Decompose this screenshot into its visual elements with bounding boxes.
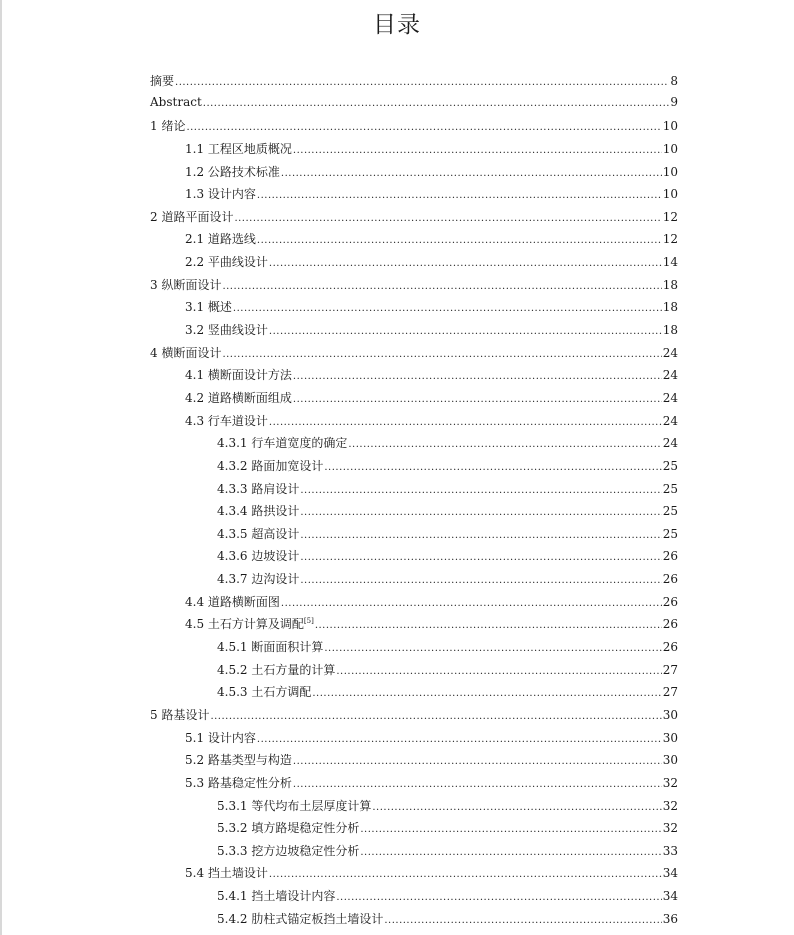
toc-entry[interactable] <box>150 502 678 525</box>
toc-entry-label <box>217 525 299 542</box>
dot-leader <box>222 349 661 360</box>
toc-entry-title: 5.4.2 肋柱式锚定板挡土墙设计 <box>217 911 384 926</box>
toc-entry[interactable] <box>150 72 678 95</box>
toc-entry[interactable] <box>150 525 678 548</box>
toc-entry-page-number: 30 <box>662 753 678 768</box>
dot-leader <box>293 756 662 767</box>
page-title: 目录 <box>373 12 421 38</box>
toc-entry-label <box>217 547 299 564</box>
toc-entry-page-number: 26 <box>662 549 678 564</box>
toc-entry-title: 4.2 道路横断面组成 <box>185 390 292 405</box>
toc-entry-label <box>185 163 280 180</box>
toc-entry-label <box>150 72 174 89</box>
dot-leader <box>281 168 662 179</box>
toc-entry[interactable] <box>150 615 678 638</box>
toc-entry-label <box>217 661 335 678</box>
toc-entry-label <box>150 344 221 361</box>
dot-leader <box>269 417 662 428</box>
dot-leader <box>293 394 662 405</box>
page-edge <box>0 0 2 935</box>
toc-entry[interactable] <box>150 208 678 231</box>
dot-leader <box>203 98 670 109</box>
toc-entry[interactable] <box>150 570 678 593</box>
toc-entry-page-number: 25 <box>662 458 678 473</box>
toc-entry-label <box>185 140 292 157</box>
toc-entry-title: 4.5.2 土石方量的计算 <box>217 662 336 677</box>
dot-leader <box>360 847 661 858</box>
dot-leader <box>300 552 661 563</box>
toc-entry[interactable] <box>150 593 678 616</box>
toc-entry-label <box>185 774 292 791</box>
toc-entry-title: 4.3.1 行车道宽度的确定 <box>217 436 348 451</box>
toc-entry[interactable] <box>150 887 678 910</box>
toc-entry-title: 4.3.5 超高设计 <box>217 526 300 541</box>
toc-entry[interactable] <box>150 230 678 253</box>
toc-entry-title: 1.2 公路技术标准 <box>185 164 280 179</box>
toc-entry-label <box>217 457 323 474</box>
dot-leader <box>269 326 662 337</box>
toc-entry-label <box>185 593 280 610</box>
toc-entry-title: 4.3.3 路肩设计 <box>217 481 300 496</box>
toc-entry[interactable] <box>150 706 678 729</box>
toc-entry[interactable] <box>150 434 678 457</box>
toc-entry-title: 5.3 路基稳定性分析 <box>185 775 292 790</box>
toc-entry[interactable] <box>150 457 678 480</box>
toc-entry-label <box>217 570 299 587</box>
toc-entry-title: 2.2 平曲线设计 <box>185 255 268 270</box>
toc-entry-title: Abstract <box>150 94 202 109</box>
toc-entry-title: 4.3.6 边坡设计 <box>217 549 300 564</box>
toc-entry-title: 1 绪论 <box>150 119 186 134</box>
toc-entry[interactable] <box>150 842 678 865</box>
toc-entry-page-number: 9 <box>670 94 678 109</box>
toc-entry[interactable] <box>150 366 678 389</box>
dot-leader <box>222 281 661 292</box>
toc-entry-label <box>185 729 256 746</box>
toc-entry-title: 2 道路平面设计 <box>150 209 234 224</box>
toc-entry[interactable] <box>150 547 678 570</box>
toc-entry[interactable] <box>150 298 678 321</box>
toc-entry-title: 4.4 道路横断面图 <box>185 594 280 609</box>
toc-entry-page-number: 12 <box>662 232 678 247</box>
toc-entry-page-number: 34 <box>662 889 678 904</box>
toc-entry[interactable] <box>150 819 678 842</box>
toc-entry[interactable] <box>150 910 678 933</box>
dot-leader <box>300 485 661 496</box>
toc-entry-label <box>185 366 292 383</box>
toc-entry-label <box>185 185 256 202</box>
toc-entry-title: 4.1 横断面设计方法 <box>185 368 292 383</box>
toc-entry-label <box>185 412 268 429</box>
dot-leader <box>336 892 661 903</box>
dot-leader <box>300 507 661 518</box>
toc-entry-title: 5.3.2 填方路堤稳定性分析 <box>217 821 360 836</box>
dot-leader <box>257 235 662 246</box>
dot-leader <box>293 371 662 382</box>
toc-entry[interactable] <box>150 321 678 344</box>
toc-entry-label <box>217 683 311 700</box>
toc-entry-label <box>217 842 359 859</box>
dot-leader <box>300 575 661 586</box>
toc-entry-label <box>185 615 314 632</box>
toc-entry[interactable] <box>150 480 678 503</box>
toc-entry-label <box>150 208 233 225</box>
toc-entry-label <box>150 706 209 723</box>
toc-entry-page-number: 10 <box>662 164 678 179</box>
toc-entry-title: 4.5 土石方计算及调配 <box>185 617 304 632</box>
toc-entry-page-number: 24 <box>662 436 678 451</box>
dot-leader <box>234 213 661 224</box>
toc-entry-page-number: 10 <box>662 141 678 156</box>
toc-entry[interactable] <box>150 276 678 299</box>
toc-entry-title: 5.4.1 挡土墙设计内容 <box>217 889 336 904</box>
toc-entry[interactable] <box>150 117 678 140</box>
toc-entry[interactable] <box>150 729 678 752</box>
dot-leader <box>257 190 662 201</box>
toc-entry-title: 4.5.1 断面面积计算 <box>217 640 324 655</box>
toc-entry-title: 2.1 道路选线 <box>185 232 256 247</box>
toc-entry-page-number: 27 <box>662 662 678 677</box>
toc-entry-title: 5.3.3 挖方边坡稳定性分析 <box>217 843 360 858</box>
toc-entry-label <box>185 298 232 315</box>
toc-entry-title: 1.3 设计内容 <box>185 187 256 202</box>
toc-entry-title: 3.2 竖曲线设计 <box>185 323 268 338</box>
toc-entry-page-number: 30 <box>662 707 678 722</box>
toc-entry-page-number: 8 <box>670 74 678 88</box>
dot-leader <box>360 824 661 835</box>
toc-entry-title: 5.4 挡土墙设计 <box>185 866 268 881</box>
toc-entry-label <box>185 321 268 338</box>
toc-entry[interactable] <box>150 683 678 706</box>
toc-entry-label <box>217 887 335 904</box>
toc-entry-label <box>185 253 268 270</box>
toc-entry[interactable] <box>150 163 678 186</box>
toc-entry-title: 3.1 概述 <box>185 300 232 315</box>
dot-leader <box>269 258 662 269</box>
toc-entry-title: 4.5.3 土石方调配 <box>217 685 312 700</box>
toc-entry-label <box>217 910 383 927</box>
toc-entry-page-number: 24 <box>662 390 678 405</box>
dot-leader <box>324 462 661 473</box>
dot-leader <box>324 643 661 654</box>
toc-entry-page-number: 27 <box>662 685 678 700</box>
toc-entry-page-number: 26 <box>662 617 678 632</box>
toc-entry[interactable] <box>150 774 678 797</box>
dot-leader <box>293 145 662 156</box>
toc-entry[interactable] <box>150 638 678 661</box>
toc-entry-page-number: 32 <box>662 821 678 836</box>
toc-entry-page-number: 25 <box>662 481 678 496</box>
toc-entry-page-number: 10 <box>662 119 678 134</box>
dot-leader <box>300 530 661 541</box>
toc-entry-label <box>185 230 256 247</box>
toc-entry[interactable] <box>150 185 678 208</box>
toc-entry-title: 5.1 设计内容 <box>185 730 256 745</box>
dot-leader <box>175 77 669 88</box>
toc-entry-page-number: 24 <box>662 368 678 383</box>
toc-entry-page-number: 32 <box>662 775 678 790</box>
toc-entry-page-number: 33 <box>662 843 678 858</box>
dot-leader <box>210 711 661 722</box>
toc-entry-label <box>217 502 299 519</box>
dot-leader <box>269 869 662 880</box>
toc-entry-page-number: 14 <box>662 255 678 270</box>
toc-entry-page-number: 18 <box>662 277 678 292</box>
toc-entry-page-number: 30 <box>662 730 678 745</box>
toc-entry-title: 5 路基设计 <box>150 707 210 722</box>
citation-superscript: [5] <box>303 617 314 626</box>
toc-entry-label <box>217 434 347 451</box>
toc-entry[interactable] <box>150 253 678 276</box>
toc-entry-page-number: 25 <box>662 526 678 541</box>
toc-entry-title: 摘要 <box>150 74 175 88</box>
dot-leader <box>372 802 661 813</box>
toc-entry-title: 4 横断面设计 <box>150 345 222 360</box>
toc-entry[interactable] <box>150 661 678 684</box>
toc-entry-label <box>217 480 299 497</box>
toc-entry-title: 1.1 工程区地质概况 <box>185 141 292 156</box>
toc-entry-title: 4.3 行车道设计 <box>185 413 268 428</box>
toc-entry[interactable] <box>150 412 678 435</box>
toc-entry[interactable] <box>150 95 678 118</box>
toc-entry-page-number: 34 <box>662 866 678 881</box>
dot-leader <box>257 734 662 745</box>
toc-entry-label <box>185 389 292 406</box>
toc-entry-title: 5.2 路基类型与构造 <box>185 753 292 768</box>
toc-entry[interactable] <box>150 797 678 820</box>
dot-leader <box>281 598 662 609</box>
dot-leader <box>293 779 662 790</box>
toc-entry-title: 4.3.7 边沟设计 <box>217 572 300 587</box>
toc-entry-page-number: 18 <box>662 323 678 338</box>
toc-entry-page-number: 18 <box>662 300 678 315</box>
toc-entry-title: 4.3.4 路拱设计 <box>217 504 300 519</box>
dot-leader <box>384 915 661 926</box>
toc-entry-page-number: 24 <box>662 413 678 428</box>
toc-entry-title: 5.3.1 等代均布土层厚度计算 <box>217 798 372 813</box>
toc-entry-label <box>150 117 185 134</box>
toc-entry-label <box>150 276 221 293</box>
toc-entry-label <box>185 751 292 768</box>
toc-entry[interactable] <box>150 751 678 774</box>
toc-entry-page-number: 36 <box>662 911 678 926</box>
dot-leader <box>186 122 661 133</box>
toc-entry-page-number: 26 <box>662 640 678 655</box>
toc-entry-page-number: 32 <box>662 798 678 813</box>
toc-entry-page-number: 26 <box>662 572 678 587</box>
toc-entry-page-number: 10 <box>662 187 678 202</box>
toc-entry[interactable] <box>150 864 678 887</box>
toc-entry[interactable] <box>150 389 678 412</box>
dot-leader <box>348 439 661 450</box>
toc-entry-page-number: 12 <box>662 209 678 224</box>
toc-entry-title: 3 纵断面设计 <box>150 277 222 292</box>
toc-entry-label <box>217 638 323 655</box>
dot-leader <box>233 303 662 314</box>
toc-entry-label <box>185 864 268 881</box>
toc-entry-page-number: 26 <box>662 594 678 609</box>
toc-entry-label <box>217 819 359 836</box>
toc-entry[interactable] <box>150 140 678 163</box>
table-of-contents <box>150 72 678 932</box>
toc-entry-page-number: 24 <box>662 345 678 360</box>
toc-entry-label <box>217 797 371 814</box>
dot-leader <box>312 688 661 699</box>
dot-leader <box>336 666 661 677</box>
toc-entry-page-number: 25 <box>662 504 678 519</box>
toc-entry-label <box>150 95 202 109</box>
dot-leader <box>315 620 662 631</box>
toc-entry[interactable] <box>150 344 678 367</box>
toc-entry-title: 4.3.2 路面加宽设计 <box>217 458 324 473</box>
